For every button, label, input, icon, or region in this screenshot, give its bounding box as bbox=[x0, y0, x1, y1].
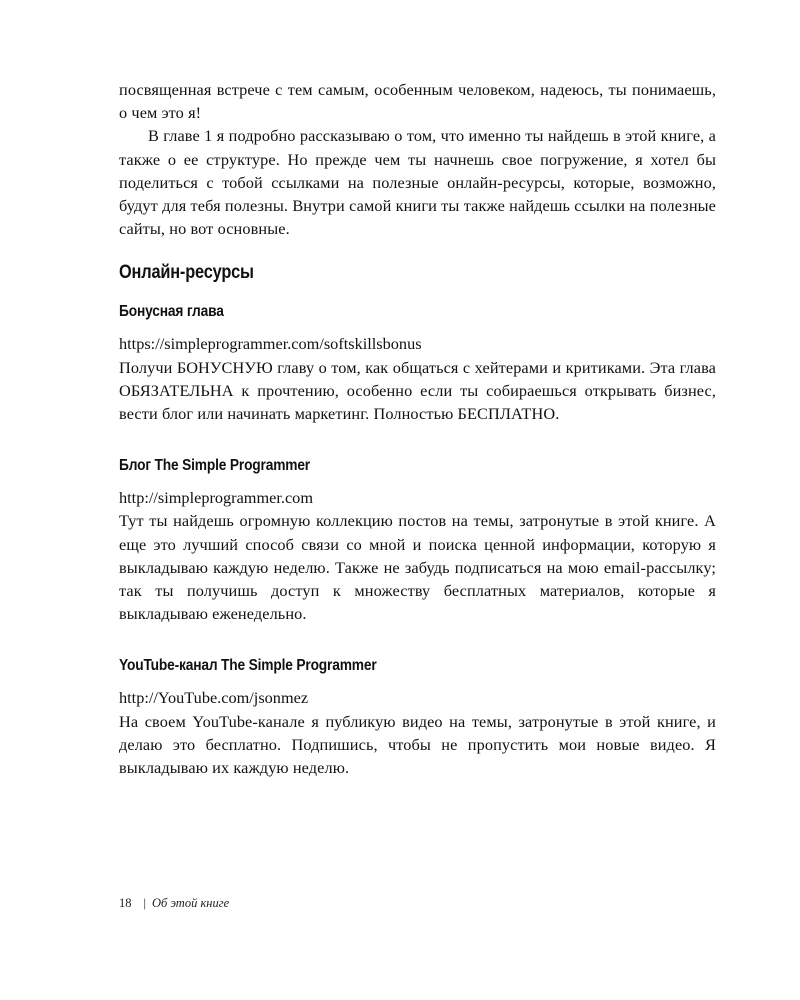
resource-url[interactable]: http://YouTube.com/jsonmez bbox=[119, 688, 309, 708]
resource-description: Получи БОНУСНУЮ главу о том, как общаться с хейтерами и критиками. Эта глава ОБЯЗАТЕЛЬНА к прочтению, особенно если ты собираешься открывать бизнес, вести блог или начинать маркетинг. Полностью БЕСПЛАТНО. bbox=[119, 357, 716, 424]
running-title: Об этой книге bbox=[152, 896, 230, 910]
page-number: 18 bbox=[119, 896, 132, 910]
section-title: Онлайн-ресурсы bbox=[119, 262, 254, 284]
resource-description: Тут ты найдешь огромную коллекцию постов на темы, затронутые в этой книге. А еще это лучший способ связи со мной и поиска ценной информации, которую я выкладываю каждую неделю. Также не забудь подписаться на мою email-рассылку; так ты получишь доступ к множеству бесплатных материалов, которые я выкладываю еженедельно. bbox=[119, 511, 716, 624]
resource-youtube-channel bbox=[119, 655, 716, 779]
intro-continuation: посвященная встрече с тем самым, особенным человеком, надеюсь, ты понимаешь, о чем это я! bbox=[119, 80, 716, 123]
page-footer bbox=[119, 895, 229, 911]
resource-title: Бонусная глава bbox=[119, 303, 224, 321]
resource-url[interactable]: https://simpleprogrammer.com/softskillsbonus bbox=[119, 334, 422, 354]
page-content bbox=[119, 78, 716, 779]
resource-title: YouTube-канал The Simple Programmer bbox=[119, 657, 377, 675]
resource-blog bbox=[119, 455, 716, 625]
footer-separator: | bbox=[143, 896, 147, 910]
resource-description: На своем YouTube-канале я публикую видео на темы, затронутые в этой книге, и делаю это бесплатно. Подпишись, чтобы не пропустить мои новые видео. Я выкладываю их каждую неделю. bbox=[119, 711, 716, 778]
resource-bonus-chapter bbox=[119, 301, 716, 425]
resource-title: Блог The Simple Programmer bbox=[119, 457, 311, 475]
resource-url[interactable]: http://simpleprogrammer.com bbox=[119, 488, 313, 508]
intro-paragraph: В главе 1 я подробно рассказываю о том, что именно ты найдешь в этой книге, а также о ее структуре. Но прежде чем ты начнешь свое погружение, я хотел бы поделиться с тобой ссылками на полезные онлайн-ресурсы, которые, возможно, будут для тебя полезны. Внутри самой книги ты также найдешь ссылки на полезные сайты, но вот основные. bbox=[119, 126, 716, 239]
